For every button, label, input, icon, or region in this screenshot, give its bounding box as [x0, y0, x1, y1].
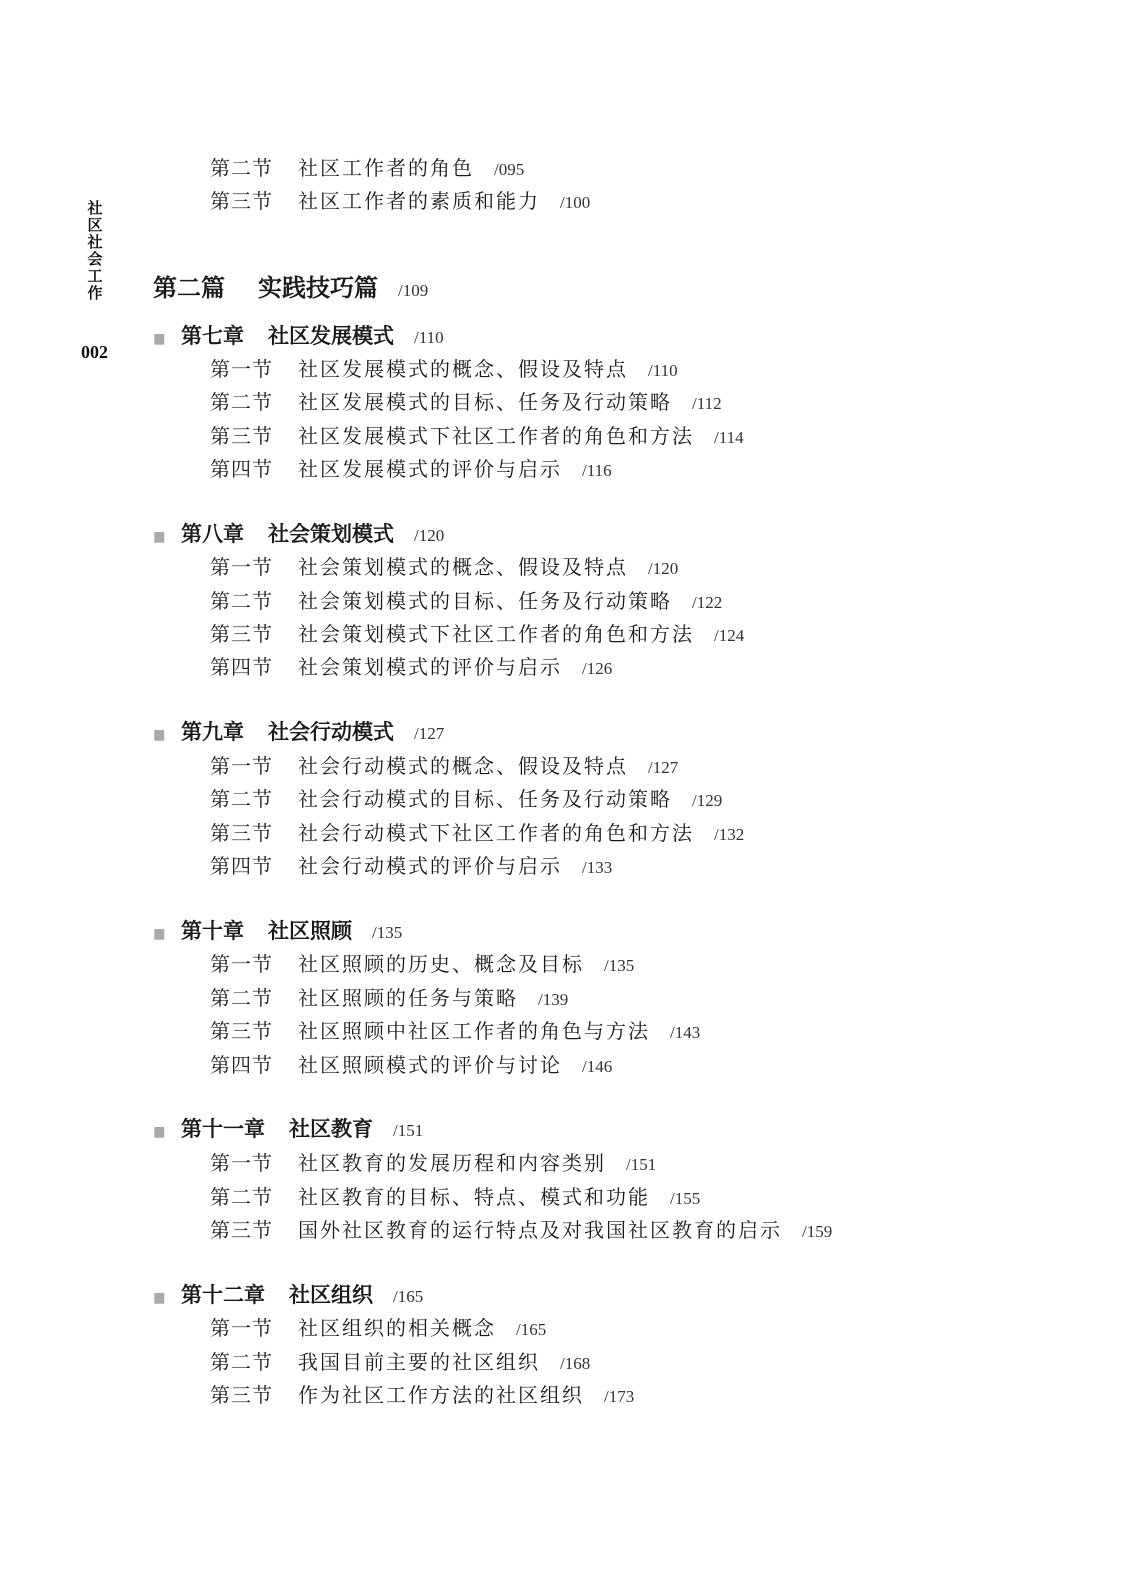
- entry-title: 社区组织: [289, 1282, 373, 1307]
- entry-title: 社会策划模式: [268, 521, 394, 546]
- entry-title: 社区教育的发展历程和内容类别: [298, 1151, 606, 1175]
- entry-title: 社会策划模式的目标、任务及行动策略: [298, 589, 672, 613]
- entry-label: 第二节: [210, 1350, 273, 1374]
- entry-label: 第一节: [210, 357, 273, 381]
- entry-label: 第三节: [210, 1383, 273, 1407]
- running-title-char: 社: [87, 233, 103, 251]
- entry-page: /100: [560, 193, 591, 212]
- entry-label: 第三节: [210, 622, 273, 646]
- entry-page: /124: [714, 626, 745, 645]
- entry-page: /127: [414, 724, 445, 743]
- entry-page: /120: [414, 526, 445, 545]
- entry-label: 第三节: [210, 189, 273, 213]
- entry-page: /126: [582, 659, 613, 678]
- entry-title: 社会行动模式: [268, 719, 394, 744]
- toc-section-entry[interactable]: [210, 1181, 700, 1210]
- toc-section-entry[interactable]: [210, 551, 678, 580]
- toc-section-entry[interactable]: [210, 750, 678, 779]
- toc-section-entry[interactable]: [210, 1346, 590, 1375]
- entry-page: /133: [582, 858, 613, 877]
- entry-title: 社区教育的目标、特点、模式和功能: [298, 1185, 650, 1209]
- entry-page: /127: [648, 758, 679, 777]
- running-title-char: 社: [87, 199, 103, 217]
- toc-section-entry[interactable]: [210, 982, 568, 1011]
- entry-page: /110: [414, 328, 444, 347]
- toc-section-entry[interactable]: [210, 453, 612, 482]
- entry-label: 第三节: [210, 821, 273, 845]
- entry-page: /165: [516, 1320, 547, 1339]
- page-number: 002: [81, 342, 108, 362]
- entry-title: 社会策划模式的评价与启示: [298, 655, 562, 679]
- entry-title: 国外社区教育的运行特点及对我国社区教育的启示: [298, 1218, 782, 1242]
- entry-title: 我国目前主要的社区组织: [298, 1350, 540, 1374]
- chapter-marker-icon: ▮▮: [153, 529, 163, 545]
- toc-section-entry[interactable]: [210, 1049, 612, 1078]
- toc-chapter-entry[interactable]: [153, 1113, 423, 1143]
- entry-page: /151: [626, 1155, 657, 1174]
- toc-section-entry[interactable]: [210, 585, 722, 614]
- chapter-marker-icon: ▮▮: [153, 1290, 163, 1306]
- entry-label: 第三节: [210, 1019, 273, 1043]
- entry-page: /168: [560, 1354, 591, 1373]
- entry-page: /095: [494, 160, 525, 179]
- entry-label: 第四节: [210, 854, 273, 878]
- chapter-marker-icon: ▮▮: [153, 926, 163, 942]
- entry-label: 第一节: [210, 1316, 273, 1340]
- entry-page: /146: [582, 1057, 613, 1076]
- toc-section-entry[interactable]: [210, 651, 612, 680]
- running-title-char: 会: [87, 250, 103, 268]
- entry-page: /109: [398, 281, 429, 300]
- entry-page: /110: [648, 361, 678, 380]
- entry-label: 第八章: [181, 521, 244, 546]
- entry-label: 第九章: [181, 719, 244, 744]
- toc-part-entry[interactable]: [153, 268, 428, 303]
- entry-label: 第二篇: [153, 273, 225, 302]
- toc-chapter-entry[interactable]: [153, 320, 444, 350]
- entry-label: 第四节: [210, 1053, 273, 1077]
- entry-page: /129: [692, 791, 723, 810]
- entry-title: 社区发展模式的目标、任务及行动策略: [298, 390, 672, 414]
- entry-label: 第二节: [210, 156, 273, 180]
- toc-section-entry[interactable]: [210, 783, 722, 812]
- entry-title: 社会行动模式的评价与启示: [298, 854, 562, 878]
- toc-chapter-entry[interactable]: [153, 1279, 423, 1309]
- entry-label: 第四节: [210, 655, 273, 679]
- entry-label: 第十章: [181, 918, 244, 943]
- toc-section-entry[interactable]: [210, 850, 612, 879]
- entry-title: 社区工作者的角色: [298, 156, 474, 180]
- running-title-char: 作: [87, 284, 103, 302]
- entry-label: 第二节: [210, 390, 273, 414]
- toc-section-entry[interactable]: [210, 618, 744, 647]
- entry-label: 第一节: [210, 1151, 273, 1175]
- toc-chapter-entry[interactable]: [153, 716, 444, 746]
- entry-title: 社区工作者的素质和能力: [298, 189, 540, 213]
- entry-page: /155: [670, 1189, 701, 1208]
- entry-page: /173: [604, 1387, 635, 1406]
- toc-chapter-entry[interactable]: [153, 915, 402, 945]
- entry-label: 第一节: [210, 952, 273, 976]
- entry-label: 第十二章: [181, 1282, 265, 1307]
- entry-title: 社区照顾: [268, 918, 352, 943]
- entry-page: /139: [538, 990, 569, 1009]
- entry-title: 社区发展模式下社区工作者的角色和方法: [298, 424, 694, 448]
- running-title-char: 区: [87, 216, 103, 234]
- toc-section-entry[interactable]: [210, 353, 678, 382]
- entry-title: 社会策划模式的概念、假设及特点: [298, 555, 628, 579]
- entry-label: 第七章: [181, 323, 244, 348]
- entry-title: 社区组织的相关概念: [298, 1316, 496, 1340]
- toc-section-entry[interactable]: [210, 1312, 546, 1341]
- entry-label: 第二节: [210, 986, 273, 1010]
- toc-section-entry[interactable]: [210, 817, 744, 846]
- entry-page: /120: [648, 559, 679, 578]
- entry-title: 社区教育: [289, 1116, 373, 1141]
- toc-section-entry[interactable]: [210, 948, 634, 977]
- entry-title: 作为社区工作方法的社区组织: [298, 1383, 584, 1407]
- entry-label: 第三节: [210, 1218, 273, 1242]
- entry-page: /165: [393, 1287, 424, 1306]
- toc-section-entry[interactable]: [210, 1379, 634, 1408]
- toc-section-entry[interactable]: [210, 152, 524, 181]
- entry-title: 社区发展模式的概念、假设及特点: [298, 357, 628, 381]
- entry-label: 第四节: [210, 457, 273, 481]
- toc-section-entry[interactable]: [210, 1147, 656, 1176]
- entry-label: 第二节: [210, 787, 273, 811]
- entry-label: 第十一章: [181, 1116, 265, 1141]
- toc-section-entry[interactable]: [210, 1015, 700, 1044]
- entry-title: 社会行动模式的目标、任务及行动策略: [298, 787, 672, 811]
- entry-title: 社会策划模式下社区工作者的角色和方法: [298, 622, 694, 646]
- entry-page: /151: [393, 1121, 424, 1140]
- entry-title: 社区照顾的历史、概念及目标: [298, 952, 584, 976]
- entry-title: 社区发展模式: [268, 323, 394, 348]
- toc-section-entry[interactable]: [210, 386, 722, 415]
- entry-title: 社会行动模式的概念、假设及特点: [298, 754, 628, 778]
- entry-title: 社区照顾的任务与策略: [298, 986, 518, 1010]
- entry-page: /159: [802, 1222, 833, 1241]
- entry-label: 第二节: [210, 589, 273, 613]
- toc-section-entry[interactable]: [210, 185, 590, 214]
- entry-page: /135: [372, 923, 403, 942]
- entry-title: 实践技巧篇: [258, 273, 378, 302]
- entry-page: /114: [714, 428, 744, 447]
- chapter-marker-icon: ▮▮: [153, 1124, 163, 1140]
- entry-page: /135: [604, 956, 635, 975]
- entry-title: 社区发展模式的评价与启示: [298, 457, 562, 481]
- entry-page: /122: [692, 593, 723, 612]
- entry-page: /132: [714, 825, 745, 844]
- entry-page: /143: [670, 1023, 701, 1042]
- entry-title: 社区照顾中社区工作者的角色与方法: [298, 1019, 650, 1043]
- entry-title: 社会行动模式下社区工作者的角色和方法: [298, 821, 694, 845]
- entry-label: 第一节: [210, 555, 273, 579]
- toc-section-entry[interactable]: [210, 1214, 832, 1243]
- chapter-marker-icon: ▮▮: [153, 727, 163, 743]
- entry-label: 第二节: [210, 1185, 273, 1209]
- running-title-char: 工: [87, 267, 103, 285]
- toc-chapter-entry[interactable]: [153, 518, 444, 548]
- toc-section-entry[interactable]: [210, 420, 744, 449]
- entry-page: /116: [582, 461, 612, 480]
- entry-page: /112: [692, 394, 722, 413]
- chapter-marker-icon: ▮▮: [153, 331, 163, 347]
- entry-label: 第一节: [210, 754, 273, 778]
- entry-label: 第三节: [210, 424, 273, 448]
- entry-title: 社区照顾模式的评价与讨论: [298, 1053, 562, 1077]
